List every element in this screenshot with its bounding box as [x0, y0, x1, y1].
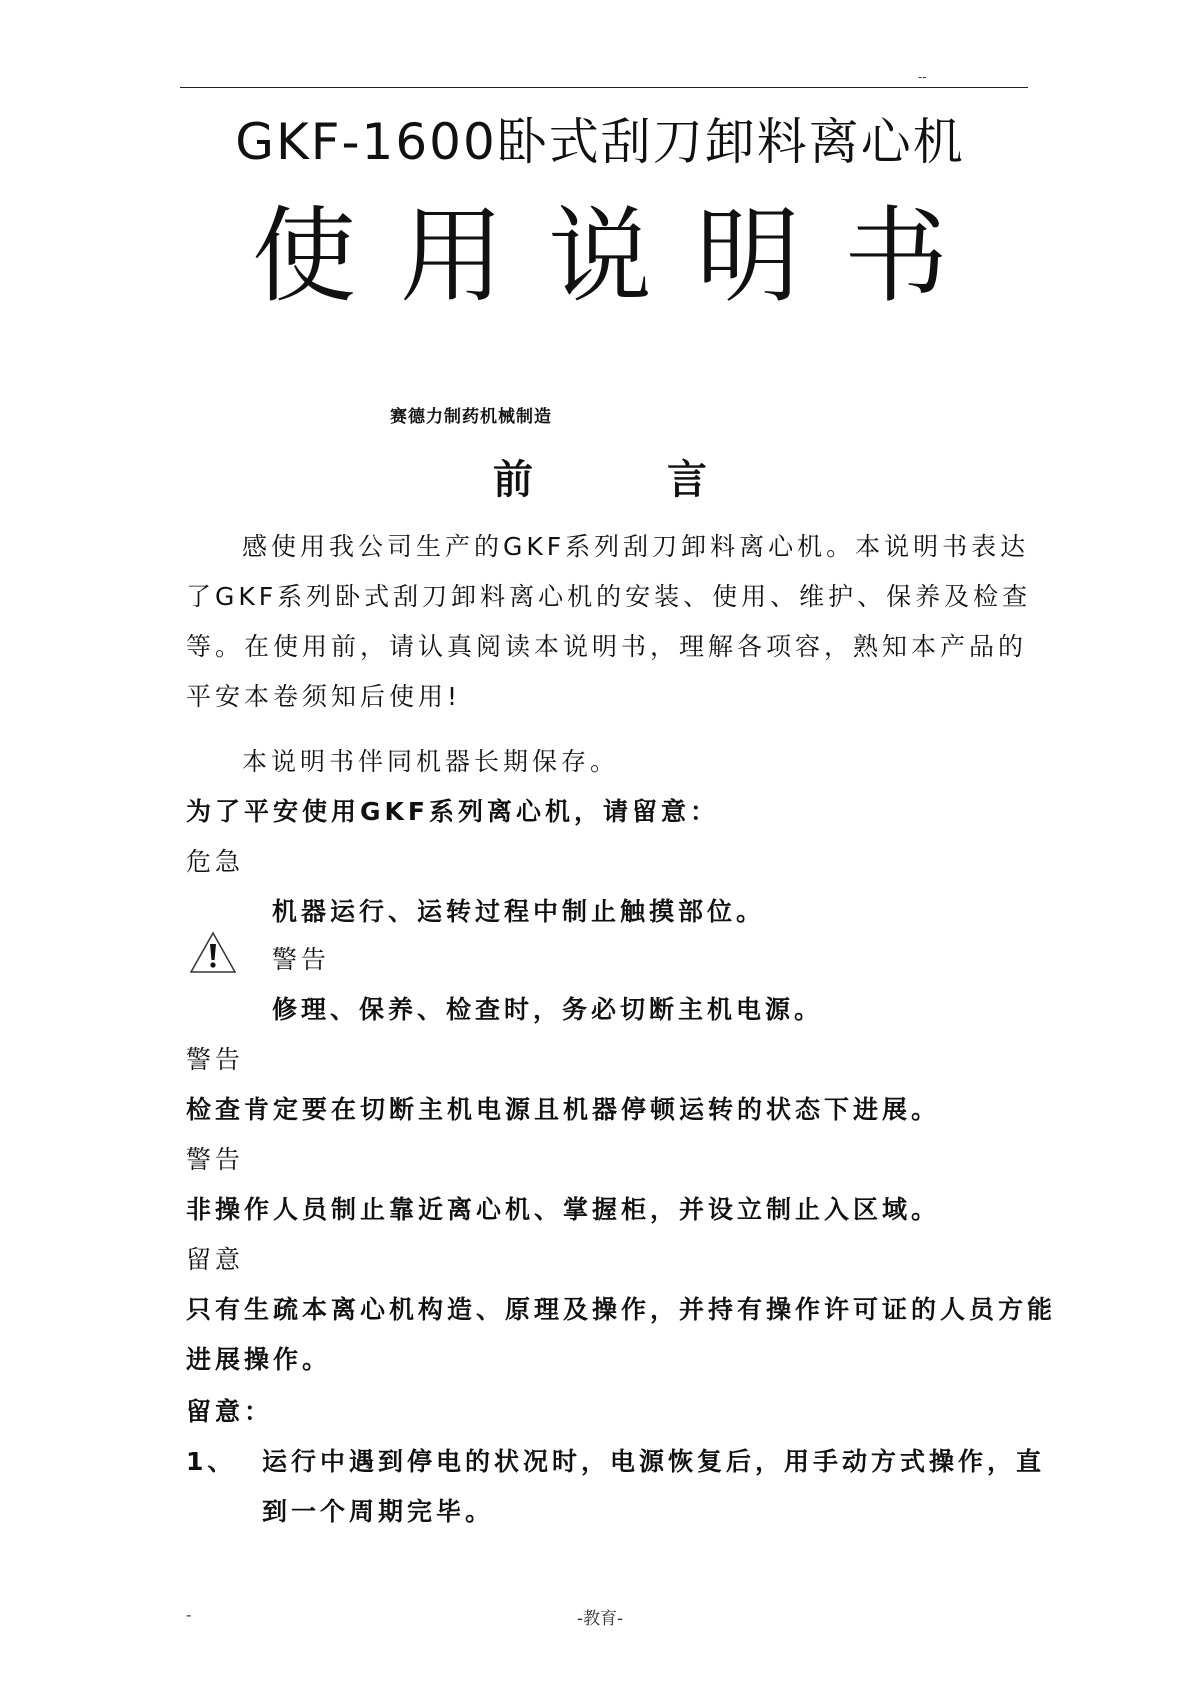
warning2-text: 检查肯定要在切断主机电源且机器停顿运转的状态下进展。 — [186, 1095, 941, 1124]
warning1-label: 警告 — [272, 945, 331, 974]
document-title: GKF-1600卧式刮刀卸料离心机 — [235, 113, 965, 171]
document-subtitle: 使用说明书 — [251, 195, 992, 317]
note1-text-line2: 到一个周期完毕。 — [262, 1497, 495, 1526]
warning1-text: 修理、保养、检查时，务必切断主机电源。 — [272, 995, 824, 1024]
caution-text-line2: 进展操作。 — [186, 1345, 332, 1374]
preface-heading: 前 言 — [493, 457, 767, 503]
caution-text-line1: 只有生疏本离心机构造、原理及操作，并持有操作许可证的人员方能 — [186, 1295, 1057, 1324]
caution-label: 留意 — [186, 1245, 245, 1274]
warning-triangle-icon — [188, 930, 238, 976]
note1-text-line1: 运行中遇到停电的状况时，电源恢复后，用手动方式操作，直 — [262, 1447, 1046, 1476]
warning3-text: 非操作人员制止靠近离心机、掌握柜，并设立制止入区域。 — [186, 1195, 941, 1224]
preface-paragraph: 感使用我公司生产的GKF系列刮刀卸料离心机。本说明书表达了GKF系列卧式刮刀卸料离心机的安装、使用、维护、保养及检查等。在使用前，请认真阅读本说明书，理解各项容，熟知本产品的平安本卷须知后使用! — [186, 532, 1032, 711]
footer-label: -教育- — [576, 1609, 624, 1629]
warning3-label: 警告 — [186, 1145, 245, 1174]
danger-label: 危急 — [186, 847, 245, 876]
header-mark: -- — [918, 70, 927, 84]
manufacturer: 赛德力制药机械制造 — [390, 407, 552, 427]
warning2-label: 警告 — [186, 1045, 245, 1074]
safety-notice: 为了平安使用GKF系列离心机，请留意： — [186, 797, 719, 826]
note1-line1 — [186, 1442, 1045, 1478]
header-rule — [180, 87, 1028, 88]
keep-note: 本说明书伴同机器长期保存。 — [242, 747, 620, 776]
notes-label: 留意： — [186, 1397, 274, 1426]
danger-text: 机器运行、运转过程中制止触摸部位。 — [272, 897, 766, 926]
note1-number: 1、 — [186, 1447, 237, 1476]
footer-left-mark: - — [186, 1606, 192, 1624]
